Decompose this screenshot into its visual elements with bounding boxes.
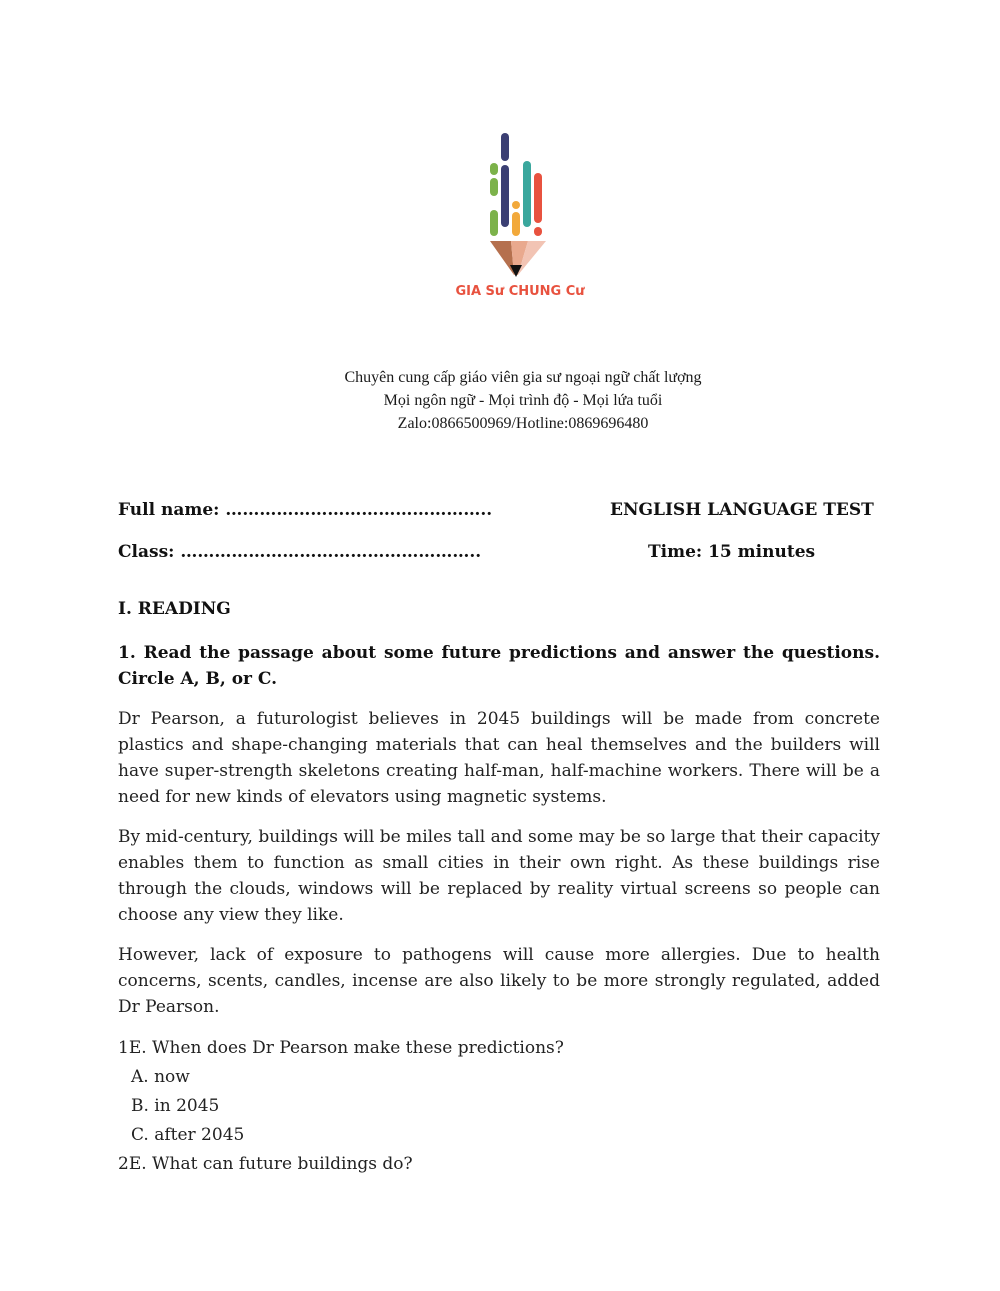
- header-line-3: Zalo:0866500969/Hotline:0869696480: [397, 415, 649, 432]
- answer-option-a[interactable]: A. now: [131, 1067, 190, 1087]
- test-time: Time: 15 minutes: [648, 542, 816, 562]
- passage-paragraph: By mid-century, buildings will be miles tall and some may be so large that their capacity enables them to function as small cities in their own right. As these buildings rise through the clouds, windows will be replaced by reality virtual screens so people can choose any view they like.: [118, 827, 880, 925]
- class-field: Class: ……………………………………………..: [118, 542, 482, 562]
- brand-name: GIA Sư CHUNG Cư: [455, 284, 585, 299]
- passage-paragraph: Dr Pearson, a futurologist believes in 2045 buildings will be made from concrete plastics and shape-changing materials that can heal themselves and the builders will have super-strength skeletons creating half-man, half-machine workers. There will be a need for new kinds of elevators using magnetic systems.: [118, 709, 880, 807]
- answer-option-c[interactable]: C. after 2045: [131, 1125, 245, 1145]
- test-title: ENGLISH LANGUAGE TEST: [610, 500, 874, 520]
- answer-option-b[interactable]: B. in 2045: [131, 1096, 220, 1116]
- question-1: 1E. When does Dr Pearson make these predictions?: [118, 1038, 564, 1058]
- header-block: [0, 366, 1000, 435]
- header-line-2: Mọi ngôn ngữ - Mọi trình độ - Mọi lứa tuổi: [383, 392, 663, 409]
- section-title: I. READING: [118, 599, 231, 619]
- pencil-bars-logo-icon: [470, 125, 570, 285]
- passage-paragraph: However, lack of exposure to pathogens will cause more allergies. Due to health concerns, scents, candles, incense are also likely to be more strongly regulated, added Dr Pearson.: [118, 945, 880, 1017]
- question-2: 2E. What can future buildings do?: [118, 1154, 413, 1174]
- header-line-1: Chuyên cung cấp giáo viên gia sư ngoại ngữ chất lượng: [344, 369, 702, 386]
- full-name-field: Full name: ………………………………………..: [118, 500, 493, 520]
- task-instruction: 1. Read the passage about some future predictions and answer the questions. Circle A, B, or C.: [118, 643, 880, 689]
- reading-content: [118, 640, 880, 1179]
